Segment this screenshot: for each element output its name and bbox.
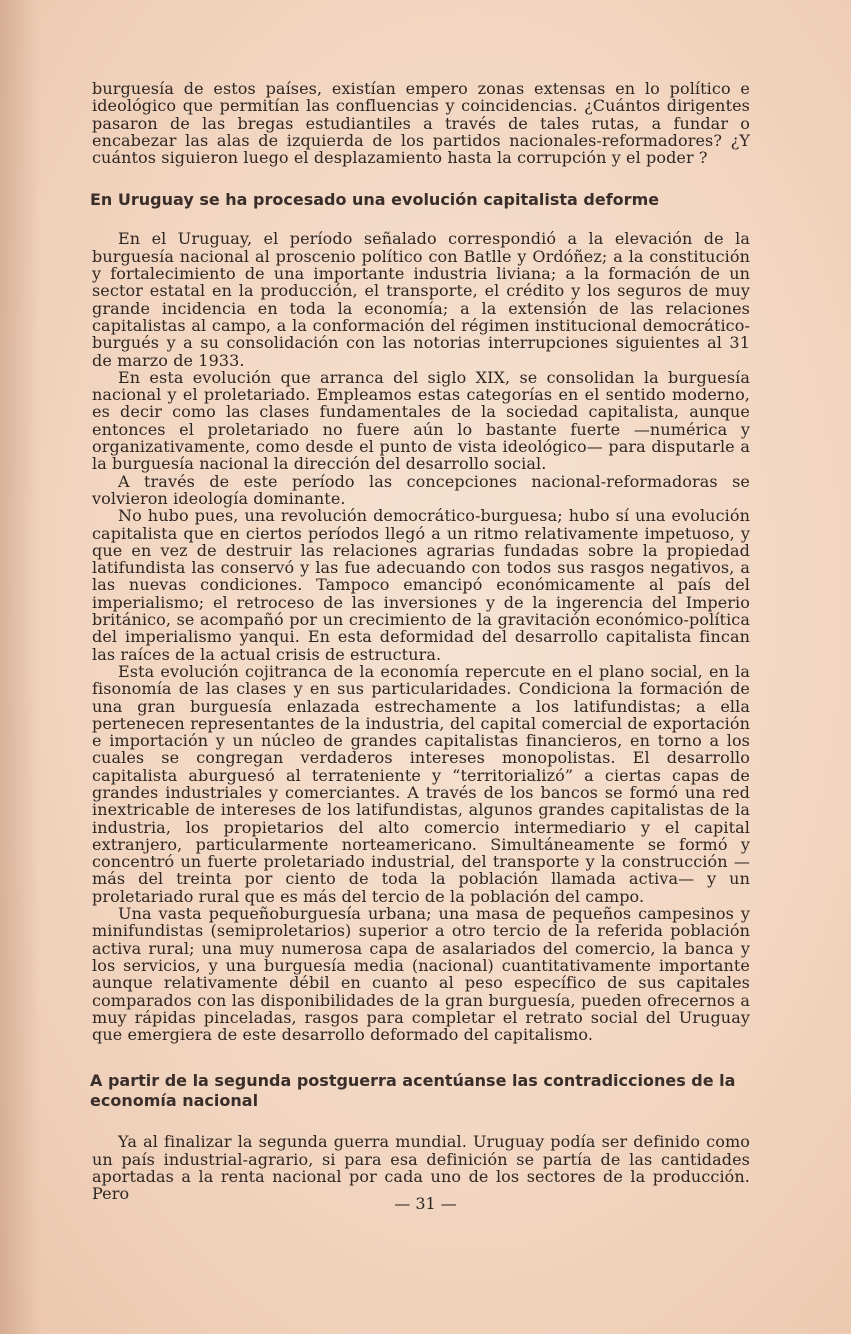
paragraph-6: Una vasta pequeñoburguesía urbana; una masa de pequeños campesinos y minifundistas (semiproletarios) superior a otro tercio de la referida población activa rural; una muy numerosa capa de asalariados del comercio, la banca y los servicios, y una burguesía media (nacional) cuantitativamente importante aunque relativamente débil en cuanto al peso específico de sus capitales comparados con las disponibilidades de la gran burguesía, pueden ofrecernos a muy rápidas pinceladas, rasgos para completar el retrato social del Uruguay que emergiera de este desarrollo deformado del capitalismo.	[92, 904, 750, 1045]
intro-paragraph: burguesía de estos países, existían empero zonas extensas en lo político e ideológico que permitían las confluencias y coincidencias. ¿Cuántos dirigentes pasaron de las bregas estudiantiles a través de tales rutas, a fundar o encabezar las alas de izquierda de los partidos nacionales-reformadores? ¿Y cuántos siguieron luego el desplazamiento hasta la corrupción y el poder ?	[92, 79, 750, 168]
paragraph-1: En el Uruguay, el período señalado correspondió a la elevación de la burguesía nacional al proscenio político con Batlle y Ordóñez; a la constitución y fortalecimiento de una importante industria liviana; a la formación de un sector estatal en la producción, el transporte, el crédito y los seguros de muy grande incidencia en toda la economía; a la extensión de las relaciones capitalistas al campo, a la conformación del régimen institucional democrático-burgués y a su consolidación con las notorias interrupciones siguientes al 31 de marzo de 1933.	[92, 229, 750, 370]
page-body	[92, 80, 750, 1203]
paragraph-3: A través de este período las concepciones nacional-reformadoras se volvieron ideología dominante.	[92, 471, 750, 508]
page-gutter-shadow	[0, 0, 40, 1334]
paragraph-last: Ya al finalizar la segunda guerra mundial. Uruguay podía ser definido como un país industrial-agrario, si para esa definición se partía de las cantidades aportadas a la renta nacional por cada uno de los sectores de la producción. Pero	[92, 1132, 750, 1204]
paragraph-2: En esta evolución que arranca del siglo XIX, se consolidan la burguesía nacional y el proletariado. Empleamos estas categorías en el sentido moderno, es decir como las clases fundamentales de la sociedad capitalista, aunque entonces el proletariado no fuere aún lo bastante fuerte —numérica y organizativamente, como desde el punto de vista ideológico— para disputarle a la burguesía nacional la dirección del desarrollo social.	[92, 367, 750, 474]
section-heading-2: A partir de la segunda postguerra acentúanse las contradicciones de la economía nacional	[90, 1071, 736, 1111]
section-heading-1: En Uruguay se ha procesado una evolución capitalista deforme	[90, 190, 660, 210]
paragraph-4: No hubo pues, una revolución democrático-burguesa; hubo sí una evolución capitalista que en ciertos períodos llegó a un ritmo relativamente impetuoso, y que en vez de destruir las relaciones agrarias fundadas sobre la propiedad latifundista las conservó y las fue adecuando con todos sus rasgos negativos, a las nuevas condiciones. Tampoco emancipó económicamente al país del imperialismo; el retroceso de las inversiones y de la ingerencia del Imperio británico, se acompañó por un crecimiento de la gravitación económico-política del imperialismo yanqui. En esta deformidad del desarrollo capitalista fincan las raíces de la actual crisis de estructura.	[92, 506, 750, 664]
page-number: — 31 —	[394, 1194, 457, 1213]
paragraph-5: Esta evolución cojitranca de la economía repercute en el plano social, en la fisonomía de las clases y en sus particularidades. Condiciona la formación de una gran burguesía enlazada estrechamente a los latifundistas; a ella pertenecen representantes de la industria, del capital comercial de exportación e importación y un núcleo de grandes capitalistas financieros, en torno a los cuales se congregan verdaderos intereses monopolistas. El desarrollo capitalista aburguesó al terrateniente y “territorializó” a ciertas capas de grandes industriales y comerciantes. A través de los bancos se formó una red inextricable de intereses de los latifundistas, algunos grandes capitalistas de la industria, los propietarios del alto comercio intermediario y el capital extranjero, particularmente norteamericano. Simultáneamente se formó y concentró un fuerte proletariado industrial, del transporte y la construcción —más del treinta por ciento de toda la población llamada activa— y un proletariado rural que es más del tercio de la población del campo.	[92, 661, 750, 906]
